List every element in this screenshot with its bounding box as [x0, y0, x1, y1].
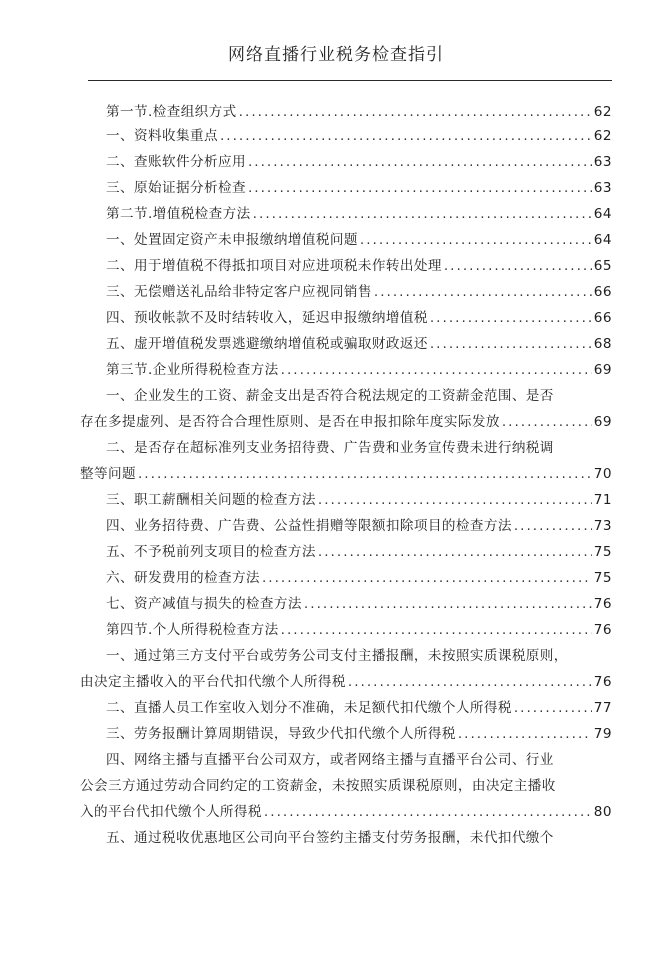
toc-entry[interactable] — [106, 255, 612, 277]
toc-entry-line[interactable]: 一、企业发生的工资、薪金支出是否符合税法规定的工资薪金范围、是否 — [106, 388, 554, 404]
toc-leader-dots — [304, 593, 592, 615]
toc-entry[interactable] — [80, 801, 612, 823]
toc-page-number: 66 — [593, 310, 612, 326]
toc-page-number: 80 — [593, 804, 612, 820]
toc-entry-title: 第四节.个人所得税检查方法 — [106, 622, 279, 638]
toc-page-number: 71 — [593, 492, 612, 508]
toc-page-number: 68 — [593, 336, 612, 352]
toc-entry[interactable] — [80, 671, 612, 693]
toc-page-number: 63 — [593, 154, 612, 170]
toc-leader-dots — [348, 671, 592, 693]
toc-entry[interactable] — [106, 359, 612, 381]
toc-entry[interactable] — [106, 125, 612, 147]
toc-entry-line[interactable]: 二、是否存在超标准列支业务招待费、广告费和业务宣传费未进行纳税调 — [106, 440, 554, 456]
toc-entry[interactable] — [106, 101, 612, 123]
toc-page-number: 77 — [593, 700, 612, 716]
toc-entry-title: 五、虚开增值税发票逃避缴纳增值税或骗取财政返还 — [106, 336, 428, 352]
toc-entry-title: 二、用于增值税不得抵扣项目对应进项税未作转出处理 — [106, 258, 442, 274]
toc-page-number: 75 — [593, 570, 612, 586]
toc-entry-title: 由决定主播收入的平台代扣代缴个人所得税 — [80, 674, 346, 690]
toc-page-number: 62 — [593, 104, 612, 120]
toc-leader-dots — [220, 125, 592, 147]
toc-entry[interactable] — [106, 593, 612, 615]
toc-entry-title: 七、资产减值与损失的检查方法 — [106, 596, 302, 612]
toc-leader-dots — [253, 203, 592, 225]
toc-entry-title: 六、研发费用的检查方法 — [106, 570, 260, 586]
toc-entry[interactable] — [106, 619, 612, 641]
toc-page-number: 75 — [593, 544, 612, 560]
toc-leader-dots — [430, 307, 592, 329]
toc-leader-dots — [430, 333, 592, 355]
toc-leader-dots — [248, 151, 592, 173]
toc-leader-dots — [248, 177, 592, 199]
header-rule — [88, 80, 612, 81]
toc-entry[interactable] — [106, 697, 612, 719]
toc-page-number: 69 — [593, 362, 612, 378]
toc-entry-title: 一、处置固定资产未申报缴纳增值税问题 — [106, 232, 358, 248]
toc-entry-line[interactable]: 公会三方通过劳动合同约定的工资薪金，未按照实质课税原则，由决定主播收 — [80, 778, 556, 794]
toc-entry[interactable] — [106, 333, 612, 355]
toc-leader-dots — [281, 359, 592, 381]
toc-entry-title: 入的平台代扣代缴个人所得税 — [80, 804, 262, 820]
toc-leader-dots — [514, 515, 592, 537]
toc-page-number: 63 — [593, 180, 612, 196]
toc-entry-title: 三、原始证据分析检查 — [106, 180, 246, 196]
toc-entry[interactable] — [106, 515, 612, 537]
toc-entry[interactable] — [106, 177, 612, 199]
toc-entry[interactable] — [106, 203, 612, 225]
toc-entry[interactable] — [106, 723, 612, 745]
toc-leader-dots — [318, 541, 592, 563]
toc-page-number: 73 — [593, 518, 612, 534]
toc-leader-dots — [262, 567, 592, 589]
toc-page-number: 76 — [593, 674, 612, 690]
toc-page-number: 79 — [593, 726, 612, 742]
toc-entry-title: 第二节.增值税检查方法 — [106, 206, 251, 222]
toc-entry[interactable] — [80, 463, 612, 485]
toc-leader-dots — [281, 619, 592, 641]
toc-entry-line[interactable]: 五、通过税收优惠地区公司向平台签约主播支付劳务报酬，未代扣代缴个 — [106, 830, 554, 846]
toc-entry-title: 二、查账软件分析应用 — [106, 154, 246, 170]
toc-entry[interactable] — [106, 307, 612, 329]
toc-entry-line[interactable]: 一、通过第三方支付平台或劳务公司支付主播报酬，未按照实质课税原则， — [106, 648, 568, 664]
toc-page-number: 76 — [593, 622, 612, 638]
toc-leader-dots — [239, 101, 592, 123]
toc-entry-title: 四、预收帐款不及时结转收入，延迟申报缴纳增值税 — [106, 310, 428, 326]
toc-page-number: 70 — [593, 466, 612, 482]
toc-entry-title: 二、直播人员工作室收入划分不准确，未足额代扣代缴个人所得税 — [106, 700, 512, 716]
toc-leader-dots — [138, 463, 592, 485]
toc-leader-dots — [502, 411, 592, 433]
toc-entry-title: 三、职工薪酬相关问题的检查方法 — [106, 492, 316, 508]
toc-page-number: 62 — [593, 128, 612, 144]
toc-entry[interactable] — [106, 489, 612, 511]
toc-leader-dots — [514, 697, 592, 719]
toc-entry-title: 四、业务招待费、广告费、公益性捐赠等限额扣除项目的检查方法 — [106, 518, 512, 534]
toc-leader-dots — [458, 723, 592, 745]
toc-entry[interactable] — [106, 229, 612, 251]
toc-page-number: 76 — [593, 596, 612, 612]
toc-page-number: 69 — [593, 414, 612, 430]
toc-leader-dots — [264, 801, 592, 823]
toc-entry[interactable] — [106, 151, 612, 173]
toc-page-number: 64 — [593, 232, 612, 248]
toc-leader-dots — [318, 489, 592, 511]
toc-entry[interactable] — [106, 281, 612, 303]
toc-leader-dots — [374, 281, 592, 303]
toc-entry-title: 存在多提虚列、是否符合合理性原则、是否在申报扣除年度实际发放 — [80, 414, 500, 430]
toc-entry-title: 三、劳务报酬计算周期错误，导致少代扣代缴个人所得税 — [106, 726, 456, 742]
toc-entry-title: 五、不予税前列支项目的检查方法 — [106, 544, 316, 560]
toc-entry[interactable] — [80, 411, 612, 433]
toc-leader-dots — [444, 255, 592, 277]
toc-entry[interactable] — [106, 541, 612, 563]
toc-leader-dots — [360, 229, 592, 251]
toc-page-number: 66 — [593, 284, 612, 300]
toc-entry-title: 一、资料收集重点 — [106, 128, 218, 144]
toc-entry-title: 第一节.检查组织方式 — [106, 104, 237, 120]
toc-page-number: 64 — [593, 206, 612, 222]
toc-entry-line[interactable]: 四、网络主播与直播平台公司双方，或者网络主播与直播平台公司、行业 — [106, 752, 554, 768]
toc-entry-title: 三、无偿赠送礼品给非特定客户应视同销售 — [106, 284, 372, 300]
toc-entry-title: 第三节.企业所得税检查方法 — [106, 362, 279, 378]
running-header-title: 网络直播行业税务检查指引 — [228, 45, 444, 65]
toc-entry-title: 整等问题 — [80, 466, 136, 482]
toc-entry[interactable] — [106, 567, 612, 589]
toc-page-number: 65 — [593, 258, 612, 274]
